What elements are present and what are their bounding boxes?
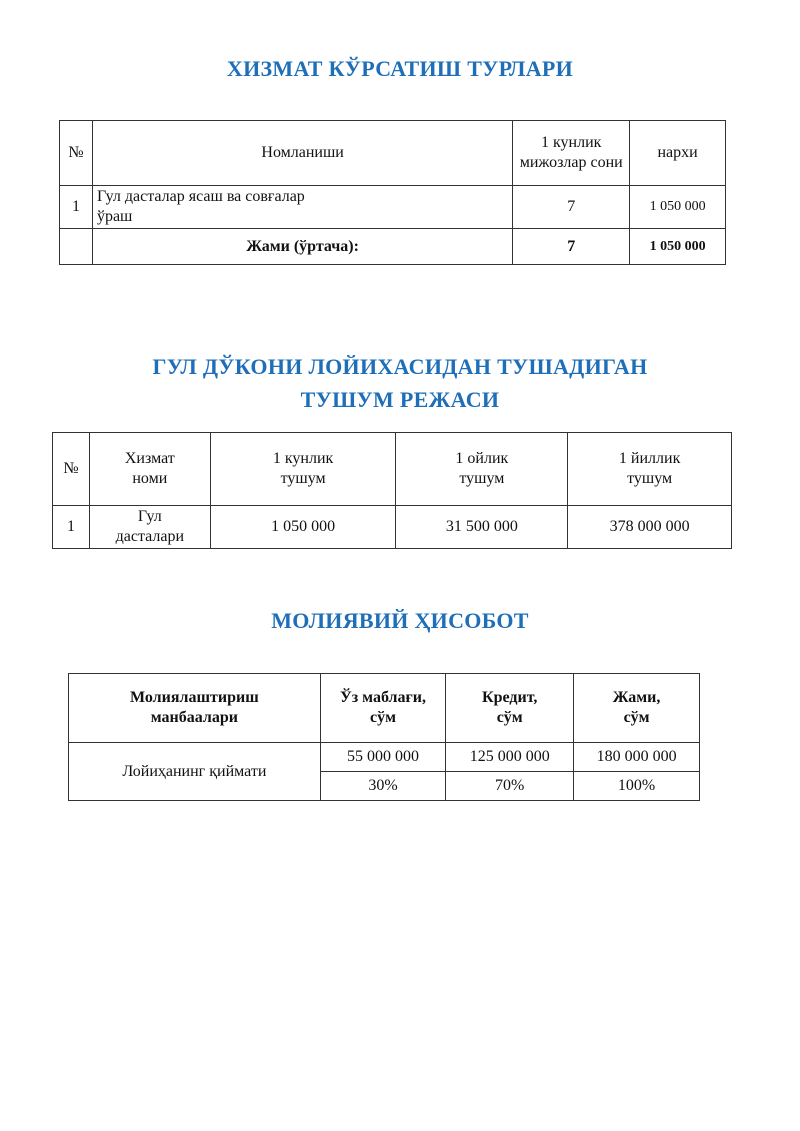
percent-total: 100% [574, 772, 700, 801]
header-name: Номланиши [92, 121, 512, 186]
header-clients: 1 кунлик мижозлар сони [513, 121, 630, 186]
percent-own: 30% [320, 772, 446, 801]
cell-service: Гул дасталари [89, 506, 210, 549]
cell-monthly: 31 500 000 [396, 506, 568, 549]
table-row [60, 186, 726, 229]
total-clients: 7 [513, 229, 630, 265]
header-price: нархи [630, 121, 726, 186]
cell-empty [60, 229, 93, 265]
section-title-services: ХИЗМАТ КЎРСАТИШ ТУРЛАРИ [226, 56, 574, 81]
amount-total: 180 000 000 [574, 743, 700, 772]
header-monthly: 1 ойлик тушум [396, 433, 568, 506]
table-header-row [69, 674, 700, 743]
header-total: Жами, сўм [574, 674, 700, 743]
amount-own: 55 000 000 [320, 743, 446, 772]
table-row [69, 743, 700, 772]
table-header-row [60, 121, 726, 186]
table-total-row [60, 229, 726, 265]
section-title-revenue: ГУЛ ДЎКОНИ ЛОЙИХАСИДАН ТУШАДИГАН ТУШУМ РЕЖАСИ [152, 354, 648, 412]
cell-daily: 1 050 000 [210, 506, 396, 549]
header-num: № [53, 433, 90, 506]
cell-num: 1 [53, 506, 90, 549]
percent-credit: 70% [446, 772, 574, 801]
cell-clients: 7 [513, 186, 630, 229]
services-table [59, 120, 726, 265]
total-label: Жами (ўртача): [92, 229, 512, 265]
cell-yearly: 378 000 000 [568, 506, 732, 549]
header-num: № [60, 121, 93, 186]
header-yearly: 1 йиллик тушум [568, 433, 732, 506]
header-source: Молиялаштириш манбаалари [69, 674, 321, 743]
header-service: Хизмат номи [89, 433, 210, 506]
amount-credit: 125 000 000 [446, 743, 574, 772]
financial-table [68, 673, 700, 801]
table-row [53, 506, 732, 549]
revenue-table [52, 432, 732, 549]
header-credit: Кредит, сўм [446, 674, 574, 743]
cell-price: 1 050 000 [630, 186, 726, 229]
header-own: Ўз маблағи, сўм [320, 674, 446, 743]
total-price: 1 050 000 [630, 229, 726, 265]
section-title-financial: МОЛИЯВИЙ ҲИСОБОТ [271, 608, 529, 633]
row-label: Лойиҳанинг қиймати [69, 743, 321, 801]
header-daily: 1 кунлик тушум [210, 433, 396, 506]
cell-num: 1 [60, 186, 93, 229]
table-header-row [53, 433, 732, 506]
cell-name: Гул дасталар ясаш ва совғалар ўраш [92, 186, 512, 229]
